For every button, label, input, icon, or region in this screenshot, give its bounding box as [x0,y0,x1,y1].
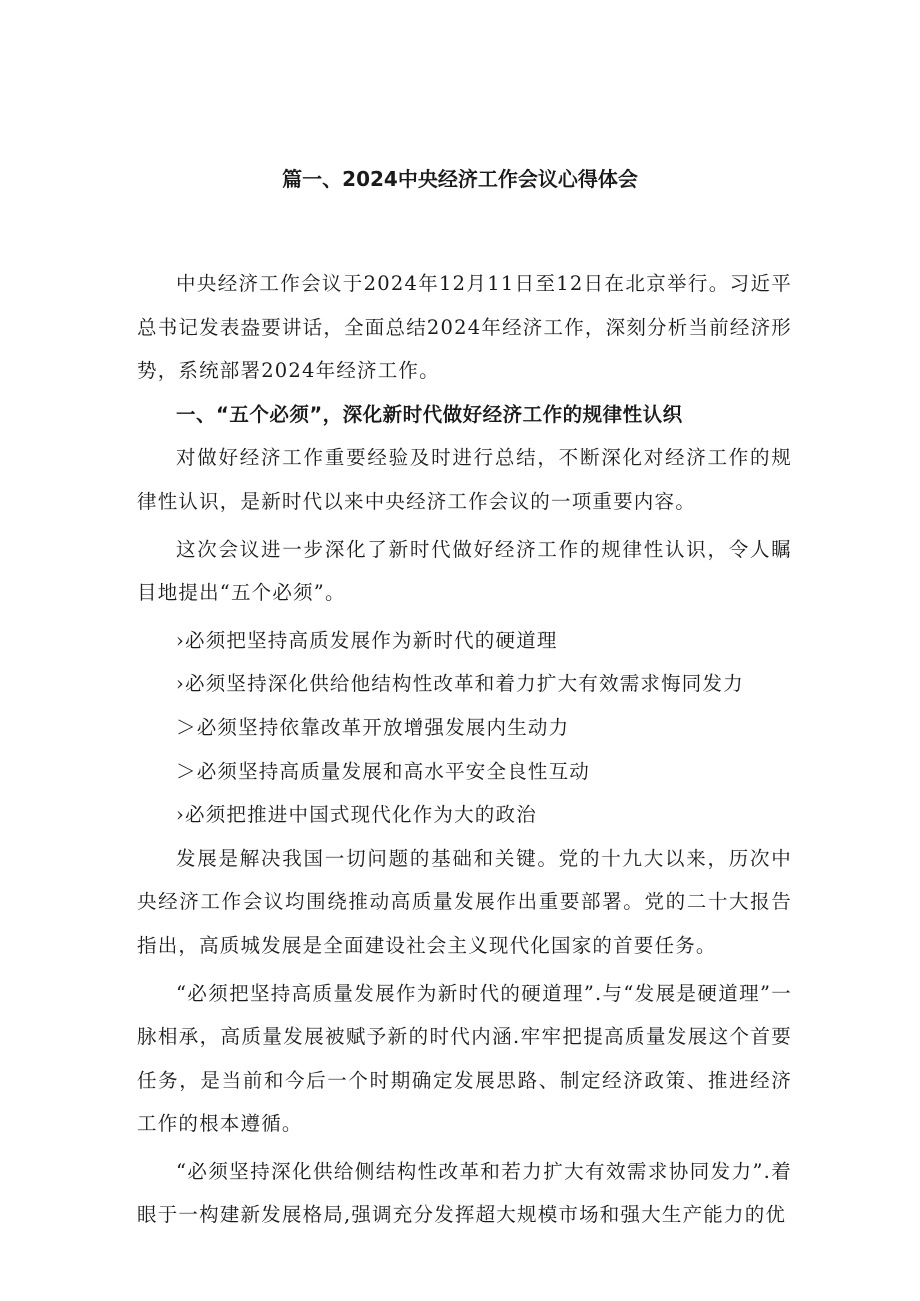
paragraph: 发展是解决我国一切问题的基础和关键。党的十九大以来，历次中央经济工作会议均围绕推动高质量发展作出重要部署。党的二十大报告指出，高质城发展是全面建设社会主义现代化国家的首要任务。 [137,846,792,957]
paragraph: 对做好经济工作重要经验及时进行总结，不断深化对经济工作的规律性认识，是新时代以来中央经济工作会议的一项重要内容。 [137,446,792,513]
paragraph: 这次会议进一步深化了新时代做好经济工作的规律性认识，令人瞩目地提出“五个必须”。 [137,537,792,605]
list-item: ＞必须坚持依靠改革开放增强发展内生动力 [176,715,570,739]
paragraph: “必须坚持深化供给侧结构性改革和若力扩大有效需求协同发力”.着眼于一构建新发展格局,强调充分发挥超大规模市场和强大生产能力的优 [137,1159,792,1227]
document-title: 篇一、2024中央经济工作会议心得体会 [282,167,638,191]
list-item: ›必须坚持深化供给他结构性改革和着力扩大有效需求悔同发力 [176,672,744,696]
document-body [137,262,792,1237]
list-item: ›必须把坚持高质发展作为新时代的硬道理 [176,628,558,652]
list-item: ＞必须坚持高质量发展和高水平安全良性互动 [176,759,591,783]
paragraph-intro: 中央经济工作会议于2024年12月11日至12日在北京举行。习近平总书记发表盎要讲话，全面总结2024年经济工作，深刻分析当前经济形势，系统部署2024年经济工作。 [137,272,792,383]
list-item: ›必须把推进中国式现代化作为大的政治 [176,803,537,827]
section-heading: 一、“五个必须”，深化新时代做好经济工作的规律性认织 [176,402,683,426]
paragraph: “必须把坚持高质量发展作为新时代的硬道理”.与“发展是硬道理”一脉相承，高质量发展被赋予新的时代内涵.牢牢把提高质量发展这个首要任务，是当前和今后一个时期确定发展思路、制定经济政策、推进经济工作的根本遵循。 [137,981,792,1136]
